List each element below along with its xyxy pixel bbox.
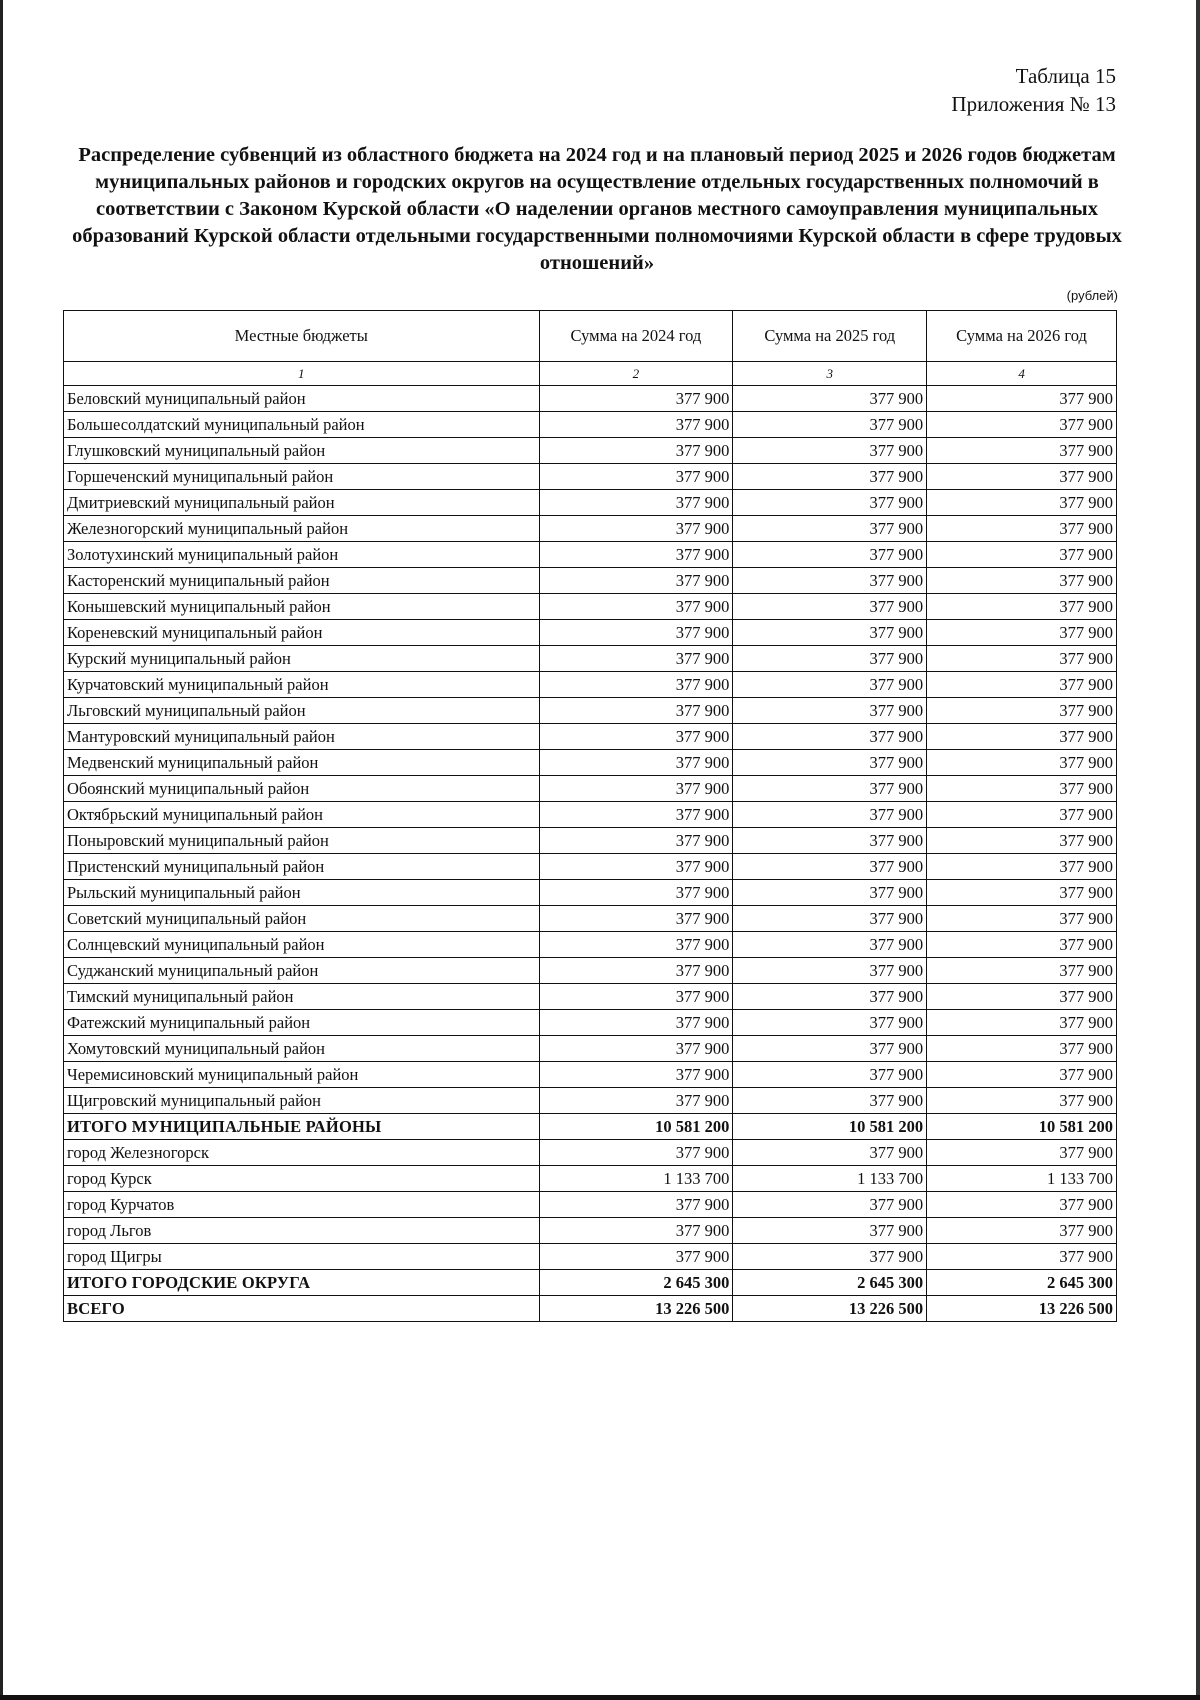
amount-2024-cell: 377 900 bbox=[539, 620, 733, 646]
amount-2025-cell: 377 900 bbox=[733, 750, 927, 776]
amount-2025-cell: 377 900 bbox=[733, 776, 927, 802]
column-header: Сумма на 2026 год bbox=[927, 311, 1117, 362]
amount-2025-cell: 377 900 bbox=[733, 1192, 927, 1218]
amount-2025-cell: 1 133 700 bbox=[733, 1166, 927, 1192]
amount-2026-cell: 10 581 200 bbox=[927, 1114, 1117, 1140]
amount-2025-cell: 377 900 bbox=[733, 1140, 927, 1166]
amount-2025-cell: 377 900 bbox=[733, 646, 927, 672]
amount-2024-cell: 377 900 bbox=[539, 1062, 733, 1088]
table-row bbox=[64, 802, 1117, 828]
amount-2026-cell: 377 900 bbox=[927, 620, 1117, 646]
budget-name-cell: ИТОГО МУНИЦИПАЛЬНЫЕ РАЙОНЫ bbox=[64, 1114, 540, 1140]
table-row bbox=[64, 412, 1117, 438]
table-row bbox=[64, 620, 1117, 646]
table-row bbox=[64, 672, 1117, 698]
amount-2025-cell: 377 900 bbox=[733, 854, 927, 880]
amount-2024-cell: 377 900 bbox=[539, 1140, 733, 1166]
amount-2025-cell: 2 645 300 bbox=[733, 1270, 927, 1296]
amount-2024-cell: 377 900 bbox=[539, 490, 733, 516]
total-row bbox=[64, 1114, 1117, 1140]
budget-name-cell: Фатежский муниципальный район bbox=[64, 1010, 540, 1036]
amount-2026-cell: 377 900 bbox=[927, 828, 1117, 854]
document-title: Распределение субвенций из областного бюджета на 2024 год и на плановый период 2025 и 2026 годов бюджетам муниципальных районов и городских округов на осуществление отдельных государственных полномочий в соответствии с Законом Курской области «О наделении органов местного самоуправления муниципальных образований Курской области отдельными государственными полномочиями Курской области в сфере трудовых отношений» bbox=[72, 144, 1122, 274]
table-row bbox=[64, 490, 1117, 516]
amount-2025-cell: 377 900 bbox=[733, 386, 927, 412]
budget-name-cell: город Щигры bbox=[64, 1244, 540, 1270]
budget-name-cell: Советский муниципальный район bbox=[64, 906, 540, 932]
table-row bbox=[64, 568, 1117, 594]
table-row bbox=[64, 1010, 1117, 1036]
budget-name-cell: Обоянский муниципальный район bbox=[64, 776, 540, 802]
amount-2026-cell: 377 900 bbox=[927, 490, 1117, 516]
amount-2024-cell: 377 900 bbox=[539, 1192, 733, 1218]
amount-2024-cell: 377 900 bbox=[539, 828, 733, 854]
amount-2024-cell: 377 900 bbox=[539, 880, 733, 906]
amount-2024-cell: 377 900 bbox=[539, 1010, 733, 1036]
amount-2026-cell: 377 900 bbox=[927, 1036, 1117, 1062]
column-header: Сумма на 2024 год bbox=[539, 311, 733, 362]
budget-name-cell: город Курчатов bbox=[64, 1192, 540, 1218]
header-row bbox=[64, 311, 1117, 362]
amount-2026-cell: 377 900 bbox=[927, 1062, 1117, 1088]
amount-2024-cell: 377 900 bbox=[539, 646, 733, 672]
table-row bbox=[64, 386, 1117, 412]
column-number: 3 bbox=[733, 362, 927, 386]
amount-2025-cell: 377 900 bbox=[733, 1088, 927, 1114]
budget-name-cell: Солнцевский муниципальный район bbox=[64, 932, 540, 958]
amount-2025-cell: 377 900 bbox=[733, 1036, 927, 1062]
scan-right-edge bbox=[1196, 0, 1200, 1700]
amount-2026-cell: 377 900 bbox=[927, 464, 1117, 490]
amount-2024-cell: 377 900 bbox=[539, 568, 733, 594]
budget-name-cell: Щигровский муниципальный район bbox=[64, 1088, 540, 1114]
budget-name-cell: Льговский муниципальный район bbox=[64, 698, 540, 724]
table-row bbox=[64, 776, 1117, 802]
budget-name-cell: Октябрьский муниципальный район bbox=[64, 802, 540, 828]
amount-2026-cell: 13 226 500 bbox=[927, 1296, 1117, 1322]
amount-2025-cell: 377 900 bbox=[733, 672, 927, 698]
amount-2026-cell: 377 900 bbox=[927, 516, 1117, 542]
amount-2025-cell: 13 226 500 bbox=[733, 1296, 927, 1322]
amount-2025-cell: 377 900 bbox=[733, 984, 927, 1010]
column-number: 2 bbox=[539, 362, 733, 386]
budget-name-cell: Горшеченский муниципальный район bbox=[64, 464, 540, 490]
amount-2026-cell: 377 900 bbox=[927, 776, 1117, 802]
amount-2026-cell: 377 900 bbox=[927, 932, 1117, 958]
amount-2026-cell: 377 900 bbox=[927, 1088, 1117, 1114]
amount-2026-cell: 377 900 bbox=[927, 880, 1117, 906]
budget-name-cell: Беловский муниципальный район bbox=[64, 386, 540, 412]
total-row bbox=[64, 1270, 1117, 1296]
amount-2024-cell: 377 900 bbox=[539, 854, 733, 880]
table-row bbox=[64, 646, 1117, 672]
budget-name-cell: Суджанский муниципальный район bbox=[64, 958, 540, 984]
amount-2026-cell: 377 900 bbox=[927, 906, 1117, 932]
table-row bbox=[64, 1036, 1117, 1062]
budget-name-cell: Курчатовский муниципальный район bbox=[64, 672, 540, 698]
table-row bbox=[64, 516, 1117, 542]
amount-2024-cell: 377 900 bbox=[539, 464, 733, 490]
column-number: 4 bbox=[927, 362, 1117, 386]
amount-2026-cell: 377 900 bbox=[927, 646, 1117, 672]
amount-2026-cell: 2 645 300 bbox=[927, 1270, 1117, 1296]
table-row bbox=[64, 880, 1117, 906]
amount-2024-cell: 377 900 bbox=[539, 1088, 733, 1114]
amount-2026-cell: 377 900 bbox=[927, 1218, 1117, 1244]
amount-2026-cell: 377 900 bbox=[927, 438, 1117, 464]
amount-2026-cell: 377 900 bbox=[927, 984, 1117, 1010]
table-row bbox=[64, 750, 1117, 776]
amount-2025-cell: 377 900 bbox=[733, 620, 927, 646]
budget-name-cell: Дмитриевский муниципальный район bbox=[64, 490, 540, 516]
amount-2024-cell: 377 900 bbox=[539, 542, 733, 568]
table-row bbox=[64, 984, 1117, 1010]
budget-name-cell: Пристенский муниципальный район bbox=[64, 854, 540, 880]
amount-2025-cell: 377 900 bbox=[733, 958, 927, 984]
budget-name-cell: Большесолдатский муниципальный район bbox=[64, 412, 540, 438]
amount-2024-cell: 377 900 bbox=[539, 724, 733, 750]
amount-2026-cell: 377 900 bbox=[927, 750, 1117, 776]
amount-2026-cell: 377 900 bbox=[927, 1140, 1117, 1166]
total-row bbox=[64, 1296, 1117, 1322]
table-row bbox=[64, 1244, 1117, 1270]
table-row bbox=[64, 1166, 1117, 1192]
budget-name-cell: Поныровский муниципальный район bbox=[64, 828, 540, 854]
table-label: Таблица 15 bbox=[1015, 64, 1116, 88]
amount-2025-cell: 377 900 bbox=[733, 516, 927, 542]
budget-name-cell: Железногорский муниципальный район bbox=[64, 516, 540, 542]
table-row bbox=[64, 1140, 1117, 1166]
amount-2024-cell: 13 226 500 bbox=[539, 1296, 733, 1322]
amount-2025-cell: 377 900 bbox=[733, 568, 927, 594]
amount-2026-cell: 377 900 bbox=[927, 1010, 1117, 1036]
amount-2026-cell: 377 900 bbox=[927, 724, 1117, 750]
amount-2025-cell: 10 581 200 bbox=[733, 1114, 927, 1140]
budget-name-cell: Конышевский муниципальный район bbox=[64, 594, 540, 620]
amount-2024-cell: 377 900 bbox=[539, 672, 733, 698]
column-number: 1 bbox=[64, 362, 540, 386]
amount-2024-cell: 377 900 bbox=[539, 438, 733, 464]
amount-2025-cell: 377 900 bbox=[733, 438, 927, 464]
amount-2024-cell: 377 900 bbox=[539, 932, 733, 958]
budget-name-cell: ВСЕГО bbox=[64, 1296, 540, 1322]
table-row bbox=[64, 828, 1117, 854]
amount-2024-cell: 377 900 bbox=[539, 802, 733, 828]
amount-2024-cell: 377 900 bbox=[539, 984, 733, 1010]
budget-name-cell: Касторенский муниципальный район bbox=[64, 568, 540, 594]
amount-2025-cell: 377 900 bbox=[733, 828, 927, 854]
column-header: Местные бюджеты bbox=[64, 311, 540, 362]
amount-2025-cell: 377 900 bbox=[733, 1244, 927, 1270]
amount-2026-cell: 377 900 bbox=[927, 412, 1117, 438]
appendix-label: Приложения № 13 bbox=[951, 92, 1116, 116]
amount-2025-cell: 377 900 bbox=[733, 594, 927, 620]
amount-2024-cell: 377 900 bbox=[539, 1218, 733, 1244]
amount-2025-cell: 377 900 bbox=[733, 906, 927, 932]
table-row bbox=[64, 1062, 1117, 1088]
amount-2026-cell: 377 900 bbox=[927, 958, 1117, 984]
amount-2025-cell: 377 900 bbox=[733, 1062, 927, 1088]
amount-2024-cell: 377 900 bbox=[539, 750, 733, 776]
amount-2025-cell: 377 900 bbox=[733, 880, 927, 906]
amount-2024-cell: 377 900 bbox=[539, 958, 733, 984]
budget-name-cell: Хомутовский муниципальный район bbox=[64, 1036, 540, 1062]
amount-2026-cell: 377 900 bbox=[927, 854, 1117, 880]
table-row bbox=[64, 958, 1117, 984]
table-row bbox=[64, 438, 1117, 464]
budget-name-cell: Рыльский муниципальный район bbox=[64, 880, 540, 906]
amount-2024-cell: 377 900 bbox=[539, 412, 733, 438]
amount-2026-cell: 377 900 bbox=[927, 386, 1117, 412]
amount-2025-cell: 377 900 bbox=[733, 490, 927, 516]
amount-2026-cell: 377 900 bbox=[927, 1192, 1117, 1218]
budget-name-cell: Золотухинский муниципальный район bbox=[64, 542, 540, 568]
column-number-row bbox=[64, 362, 1117, 386]
table-row bbox=[64, 1192, 1117, 1218]
amount-2025-cell: 377 900 bbox=[733, 932, 927, 958]
amount-2026-cell: 377 900 bbox=[927, 542, 1117, 568]
amount-2025-cell: 377 900 bbox=[733, 802, 927, 828]
budget-name-cell: город Железногорск bbox=[64, 1140, 540, 1166]
amount-2024-cell: 377 900 bbox=[539, 698, 733, 724]
table-row bbox=[64, 1218, 1117, 1244]
amount-2024-cell: 377 900 bbox=[539, 776, 733, 802]
amount-2024-cell: 10 581 200 bbox=[539, 1114, 733, 1140]
amount-2024-cell: 377 900 bbox=[539, 906, 733, 932]
column-header: Сумма на 2025 год bbox=[733, 311, 927, 362]
table-row bbox=[64, 906, 1117, 932]
amount-2026-cell: 377 900 bbox=[927, 698, 1117, 724]
amount-2025-cell: 377 900 bbox=[733, 412, 927, 438]
table-row bbox=[64, 854, 1117, 880]
amount-2026-cell: 377 900 bbox=[927, 802, 1117, 828]
scan-left-edge bbox=[0, 0, 3, 1700]
budget-name-cell: Медвенский муниципальный район bbox=[64, 750, 540, 776]
amount-2025-cell: 377 900 bbox=[733, 698, 927, 724]
table-row bbox=[64, 542, 1117, 568]
appendix-reference bbox=[951, 62, 1116, 118]
budget-name-cell: Тимский муниципальный район bbox=[64, 984, 540, 1010]
budget-name-cell: Глушковский муниципальный район bbox=[64, 438, 540, 464]
amount-2024-cell: 377 900 bbox=[539, 594, 733, 620]
budget-name-cell: ИТОГО ГОРОДСКИЕ ОКРУГА bbox=[64, 1270, 540, 1296]
amount-2025-cell: 377 900 bbox=[733, 1218, 927, 1244]
table-row bbox=[64, 698, 1117, 724]
amount-2026-cell: 377 900 bbox=[927, 1244, 1117, 1270]
budget-name-cell: Курский муниципальный район bbox=[64, 646, 540, 672]
amount-2026-cell: 377 900 bbox=[927, 594, 1117, 620]
amount-2025-cell: 377 900 bbox=[733, 542, 927, 568]
scan-bottom-edge bbox=[0, 1695, 1200, 1700]
amount-2026-cell: 377 900 bbox=[927, 568, 1117, 594]
amount-2025-cell: 377 900 bbox=[733, 464, 927, 490]
budget-name-cell: Мантуровский муниципальный район bbox=[64, 724, 540, 750]
amount-2024-cell: 377 900 bbox=[539, 386, 733, 412]
table-row bbox=[64, 932, 1117, 958]
budget-name-cell: город Курск bbox=[64, 1166, 540, 1192]
table-row bbox=[64, 1088, 1117, 1114]
amount-2026-cell: 377 900 bbox=[927, 672, 1117, 698]
table-row bbox=[64, 724, 1117, 750]
table-body bbox=[64, 386, 1117, 1322]
budget-name-cell: город Льгов bbox=[64, 1218, 540, 1244]
amount-2026-cell: 1 133 700 bbox=[927, 1166, 1117, 1192]
amount-2024-cell: 1 133 700 bbox=[539, 1166, 733, 1192]
amount-2024-cell: 377 900 bbox=[539, 1036, 733, 1062]
table-row bbox=[64, 464, 1117, 490]
amount-2024-cell: 377 900 bbox=[539, 1244, 733, 1270]
amount-2024-cell: 377 900 bbox=[539, 516, 733, 542]
budget-table bbox=[63, 310, 1117, 1322]
budget-name-cell: Кореневский муниципальный район bbox=[64, 620, 540, 646]
budget-name-cell: Черемисиновский муниципальный район bbox=[64, 1062, 540, 1088]
units-label: (рублей) bbox=[1066, 288, 1118, 303]
amount-2024-cell: 2 645 300 bbox=[539, 1270, 733, 1296]
table-row bbox=[64, 594, 1117, 620]
amount-2025-cell: 377 900 bbox=[733, 1010, 927, 1036]
amount-2025-cell: 377 900 bbox=[733, 724, 927, 750]
